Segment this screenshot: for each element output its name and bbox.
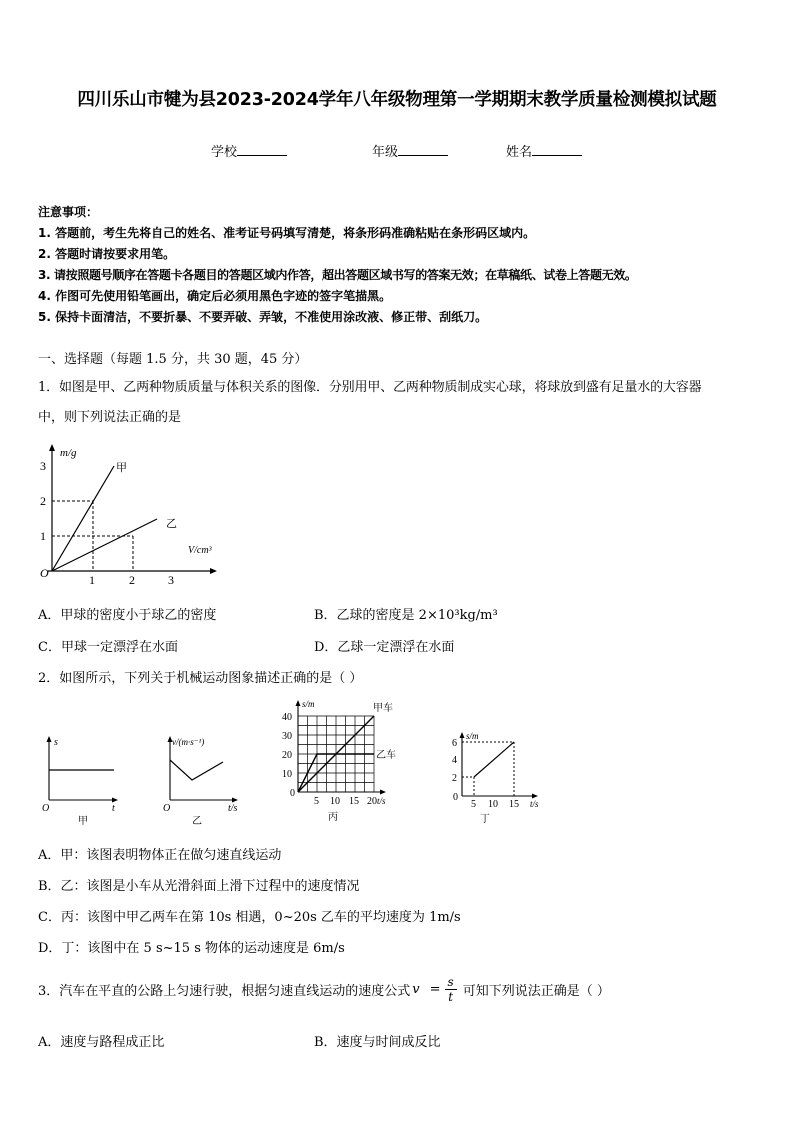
q1-stem-line2: 中，则下列说法正确的是 xyxy=(38,410,182,425)
q1-origin: O xyxy=(40,566,49,580)
school-label: 学校 xyxy=(211,145,238,160)
q2d-ytick-2: 2 xyxy=(452,773,457,784)
notice-item-2: 2. 答题时请按要求用笔。 xyxy=(38,247,176,261)
q3-option-b[interactable]: B．速度与时间成反比 xyxy=(314,1035,441,1050)
q2b-xlabel: t/s xyxy=(228,803,238,814)
q2-stem: 2．如图所示，下列关于机械运动图象描述正确的是（ ） xyxy=(38,671,363,686)
q2-option-d[interactable]: D．丁：该图中在 5 s~15 s 物体的运动速度是 6m/s xyxy=(38,941,345,956)
q1-ylabel: m/g xyxy=(60,447,77,459)
q1-label-jia: 甲 xyxy=(116,462,127,474)
q2c-xtick-5: 5 xyxy=(314,796,319,807)
q2c-label-car1: 甲车 xyxy=(373,703,393,714)
q2c-ytick-10: 10 xyxy=(282,769,292,780)
q2a-caption: 甲 xyxy=(78,816,88,827)
section-heading: 一、选择题（每题 1.5 分，共 30 题，45 分） xyxy=(38,352,308,367)
q1-ytick-2: 2 xyxy=(40,494,46,508)
q2-fig-bing xyxy=(280,696,410,828)
q2b-line xyxy=(170,760,223,780)
q2-option-b[interactable]: B．乙：该图是小车从光滑斜面上滑下过程中的速度情况 xyxy=(38,879,360,894)
notice-item-1: 1. 答题前，考生先将自己的姓名、准考证号码填写清楚，将条形码准确粘贴在条形码区域内。 xyxy=(38,226,536,240)
q2d-line xyxy=(474,742,514,777)
q2b-origin: O xyxy=(163,803,171,814)
q2c-xtick-15: 15 xyxy=(349,796,359,807)
q2c-ylabel: s/m xyxy=(302,699,315,709)
q1-option-d[interactable]: D．乙球一定漂浮在水面 xyxy=(314,640,455,655)
q2c-ytick-30: 30 xyxy=(282,731,292,742)
q1-y-arrow xyxy=(49,444,55,451)
q2a-xlabel: t xyxy=(112,803,115,814)
q1-xtick-2: 2 xyxy=(129,573,135,587)
name-field[interactable] xyxy=(506,141,582,160)
q3-stem-before: 3．汽车在平直的公路上匀速行驶，根据匀速直线运动的速度公式 xyxy=(38,984,411,999)
q3-eq: = xyxy=(429,982,441,997)
name-label: 姓名 xyxy=(506,145,533,160)
name-blank[interactable] xyxy=(532,143,582,156)
q2c-xlabel: t/s xyxy=(377,796,386,806)
q2d-ytick-6: 6 xyxy=(452,738,457,749)
q1-mass-volume-graph xyxy=(30,438,230,588)
school-blank[interactable] xyxy=(237,143,287,156)
q2a-ylabel: s xyxy=(54,737,58,748)
q3-fraction xyxy=(445,975,457,1004)
q2c-y-arrow xyxy=(296,700,301,706)
q2c-xtick-10: 10 xyxy=(330,796,340,807)
q2a-origin: O xyxy=(42,803,50,814)
q2-fig-jia xyxy=(38,732,128,827)
school-field[interactable] xyxy=(211,141,287,160)
q2-option-a[interactable]: A．甲：该图表明物体正在做匀速直线运动 xyxy=(38,848,282,863)
q2b-caption: 乙 xyxy=(192,816,202,827)
grade-field[interactable] xyxy=(372,141,448,160)
notice-heading: 注意事项： xyxy=(38,205,99,219)
q1-x-arrow xyxy=(210,568,217,574)
q3-stem-after: 可知下列说法正确是（ ） xyxy=(462,984,610,999)
q2c-origin: 0 xyxy=(290,788,295,799)
notice-item-4: 4. 作图可先使用铅笔画出，确定后必须用黑色字迹的签字笔描黑。 xyxy=(38,289,392,303)
q1-ytick-3: 3 xyxy=(40,459,46,473)
q2a-x-arrow xyxy=(112,798,118,803)
q2d-xtick-15: 15 xyxy=(509,799,519,810)
q3-stem xyxy=(38,975,610,1004)
q2c-ytick-40: 40 xyxy=(282,712,292,723)
q2d-origin: 0 xyxy=(453,792,458,803)
q2a-y-arrow xyxy=(47,736,52,742)
q2c-ytick-20: 20 xyxy=(282,750,292,761)
q2d-caption: 丁 xyxy=(480,814,490,825)
q3-frac-den: t xyxy=(448,990,454,1004)
notice-item-5: 5. 保持卡面清洁，不要折暴、不要弄破、弄皱，不准使用涂改液、修正带、刮纸刀。 xyxy=(38,310,488,324)
q2c-x-arrow xyxy=(380,790,386,795)
grade-blank[interactable] xyxy=(398,143,448,156)
q3-var-v: v xyxy=(412,982,420,997)
q2-option-c[interactable]: C．丙：该图中甲乙两车在第 10s 相遇，0~20s 乙车的平均速度为 1m/s xyxy=(38,910,461,925)
q3-frac-num: s xyxy=(445,975,457,990)
grade-label: 年级 xyxy=(372,145,399,160)
q1-option-c[interactable]: C．甲球一定漂浮在水面 xyxy=(38,640,178,655)
q2d-x-arrow xyxy=(532,794,538,799)
q1-label-yi: 乙 xyxy=(166,518,177,530)
q2d-xtick-10: 10 xyxy=(488,799,498,810)
q1-ytick-1: 1 xyxy=(40,529,46,543)
notice-item-3: 3. 请按照题号顺序在答题卡各题目的答题区域内作答，超出答题区域书写的答案无效；在草稿纸、试卷上答题无效。 xyxy=(38,268,637,282)
q2c-xtick-20: 20 xyxy=(367,796,377,807)
q1-xtick-3: 3 xyxy=(168,573,174,587)
q2c-label-car2: 乙车 xyxy=(376,750,396,761)
q2d-xtick-5: 5 xyxy=(471,799,476,810)
q2b-x-arrow xyxy=(232,798,238,803)
q2-fig-ding xyxy=(440,728,550,828)
q2d-y-arrow xyxy=(460,732,465,738)
q2c-caption: 丙 xyxy=(328,812,338,823)
q1-xtick-1: 1 xyxy=(89,573,95,587)
page-title: 四川乐山市犍为县2023-2024学年八年级物理第一学期期末教学质量检测模拟试题 xyxy=(77,90,717,110)
q2-fig-yi xyxy=(160,732,260,827)
q1-option-a[interactable]: A．甲球的密度小于球乙的密度 xyxy=(38,608,217,623)
q1-option-b[interactable]: B．乙球的密度是 2×10³kg/m³ xyxy=(314,608,498,623)
q3-option-a[interactable]: A．速度与路程成正比 xyxy=(38,1035,165,1050)
q2d-ylabel: s/m xyxy=(466,731,479,741)
q2d-ytick-4: 4 xyxy=(452,755,457,766)
q1-xlabel: V/cm³ xyxy=(188,545,212,556)
q2d-xlabel: t/s xyxy=(530,799,539,809)
q2b-ylabel: v/(m·s⁻¹) xyxy=(172,737,205,747)
q1-stem-line1: 1．如图是甲、乙两种物质质量与体积关系的图像．分别用甲、乙两种物质制成实心球，将球放到盛有足量水的大容器 xyxy=(38,380,702,395)
